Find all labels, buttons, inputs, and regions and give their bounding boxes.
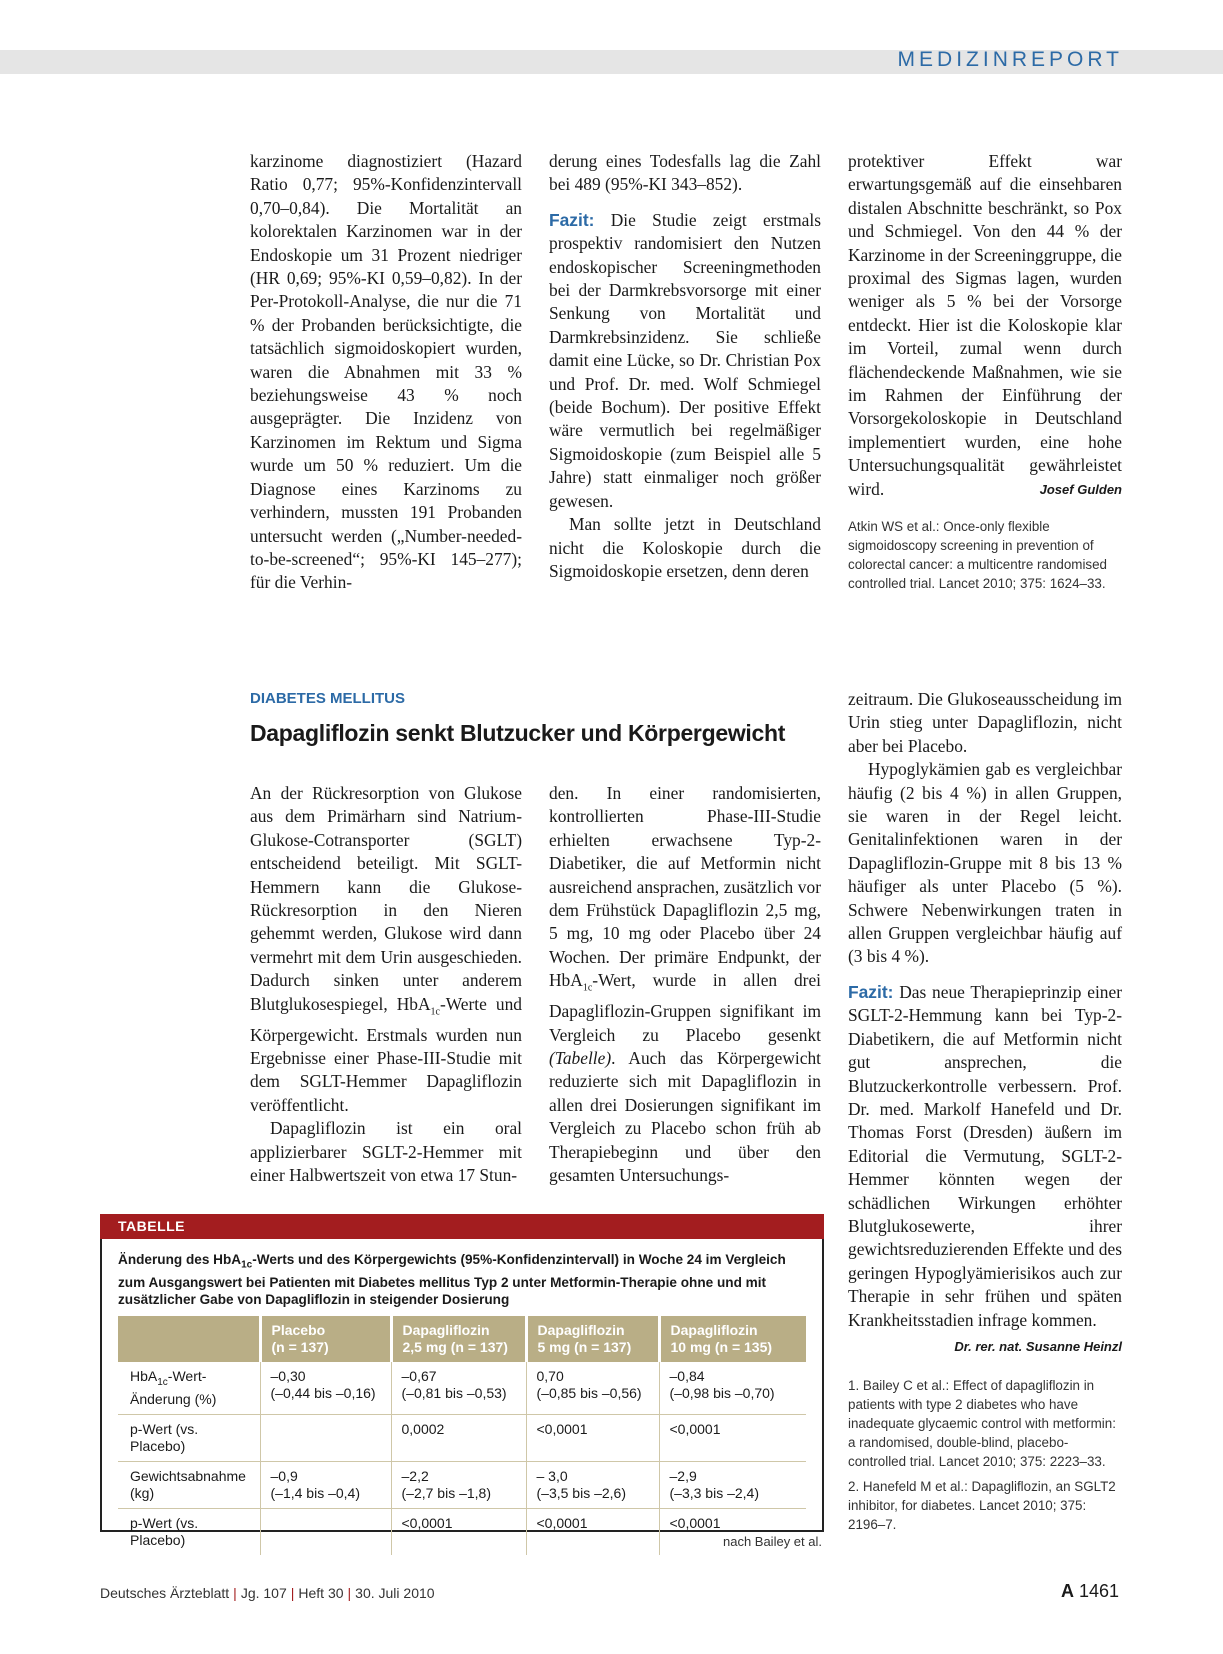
table-cell xyxy=(659,1461,806,1508)
cell-ci: (–2,7 bis –1,8) xyxy=(401,1484,491,1501)
separator: | xyxy=(347,1585,352,1601)
separator: | xyxy=(233,1585,237,1601)
article2-author-line xyxy=(848,1334,1122,1358)
subscript: 1c xyxy=(157,1376,168,1388)
table-caption-a: Änderung des HbA xyxy=(118,1252,242,1267)
cell-ci: (–3,3 bis –2,4) xyxy=(669,1484,759,1501)
table-header-cell xyxy=(659,1316,806,1362)
separator: | xyxy=(290,1585,295,1601)
cell-value: –0,67 xyxy=(401,1368,437,1384)
cell-ci: (–1,4 bis –0,4) xyxy=(270,1484,360,1501)
article2-col1-text-a: An der Rückresorption von Glukose aus dem Primärharn sind Natrium-Glukose-Cotransporter (SGLT) entscheidend beteiligt. Mit SGLT-Hemmern kann die Glukose-Rückresorption in den Nieren gehemmt werden, Glukose wird dann vermehrt mit dem Urin ausgeschieden. Dadurch sinken unter anderem Blutglukosespiegel, HbA xyxy=(250,783,522,1014)
cell-value: –0,30 xyxy=(270,1368,306,1384)
article2-column-3 xyxy=(848,688,1122,1534)
article1-column-2 xyxy=(549,150,821,583)
fazit-label: Fazit: xyxy=(848,981,894,1002)
cell-value: –2,9 xyxy=(669,1467,697,1484)
section-label: MEDIZINREPORT xyxy=(897,48,1123,71)
row-label: p-Wert (vs. Placebo) xyxy=(130,1514,199,1548)
table-header-row xyxy=(118,1316,806,1362)
table-cell: <0,0001 xyxy=(659,1414,806,1461)
row-label xyxy=(118,1461,260,1508)
subscript: 1c xyxy=(582,982,593,994)
article1-column-1 xyxy=(250,150,522,595)
article1-col2-para1: derung eines Todesfalls lag die Zahl bei 489 (95%-KI 343–852). xyxy=(549,151,821,195)
subscript: 1c xyxy=(430,1006,440,1018)
page-number-value: 1461 xyxy=(1078,1581,1119,1601)
table-cell: <0,0001 xyxy=(391,1508,526,1555)
article2-column-1 xyxy=(250,782,522,1187)
table-row xyxy=(118,1362,806,1414)
subscript: 1c xyxy=(241,1259,253,1271)
issue: Heft 30 xyxy=(298,1585,344,1601)
table-cell xyxy=(526,1461,659,1508)
article2-col3-para1: zeitraum. Die Glukoseausscheidung im Urin stieg unter Dapagliflozin, nicht aber bei Placebo. xyxy=(848,689,1122,756)
table-header-cell xyxy=(391,1316,526,1362)
cell-ci: (–0,81 bis –0,53) xyxy=(401,1385,507,1401)
column-n: 5 mg (n = 137) xyxy=(537,1339,632,1355)
table-source: nach Bailey et al. xyxy=(722,1534,822,1549)
table-cell xyxy=(526,1362,659,1414)
article2-col1-para2: Dapagliflozin ist ein oral applizierbarer SGLT-2-Hemmer mit einer Halbwertszeit von etwa 17 Stun- xyxy=(250,1118,522,1185)
row-label-a: HbA xyxy=(130,1368,158,1384)
fazit-label: Fazit: xyxy=(549,209,595,230)
volume: Jg. 107 xyxy=(240,1585,287,1601)
article2-col2-text-b: -Wert, wurde in allen drei Dapagliflozin-Gruppen signifikant im Vergleich zu Placebo gesenkt xyxy=(549,970,821,1045)
table-cell: <0,0001 xyxy=(659,1508,806,1555)
reference-item: 2. Hanefeld M et al.: Dapagliflozin, an SGLT2 inhibitor, for diabetes. Lancet 2010; 375: 2196–7. xyxy=(848,1479,1116,1533)
cell-value: –2,2 xyxy=(401,1467,429,1484)
table-cell xyxy=(391,1461,526,1508)
article2-column-2 xyxy=(549,782,821,1187)
column-n: 2,5 mg (n = 137) xyxy=(402,1339,508,1355)
column-n: (n = 137) xyxy=(271,1339,329,1355)
article2-fazit-text: Das neue Therapieprinzip einer SGLT-2-Hemmung kann bei Typ-2-Diabetikern, die auf Metformin nicht gut ansprechen, die Blutzuckerkontrolle verbessern. Prof. Dr. med. Markolf Hanefeld und Dr. Thomas Forst (Dresden) äußern im Editorial die Vermutung, SGLT-2-Hemmer könnten wegen der schädlichen Wirkungen erhöhter Blutglukosewerte, ihrer gewichtsreduzierenden Effekte und des geringen Hypoglyämierisikos auch zur Therapie in sehr frühen und späten Krankheitsstadien infrage kommen. xyxy=(848,981,1122,1330)
table-label: TABELLE xyxy=(118,1218,186,1234)
article2-author: Dr. rer. nat. Susanne Heinzl xyxy=(954,1338,1122,1354)
table-cell: <0,0001 xyxy=(526,1414,659,1461)
article2-col2-text-c: . Auch das Körpergewicht reduzierte sich mit Dapagliflozin in allen drei Dosierungen signifikant im Vergleich zu Placebo schon früh ab Therapiebeginn und über den gesamten Untersuchungs- xyxy=(549,1047,821,1185)
table-header-cell xyxy=(526,1316,659,1362)
table-cell xyxy=(260,1508,391,1555)
data-table xyxy=(118,1316,806,1555)
cell-value: – 3,0 xyxy=(536,1467,568,1484)
column-n: 10 mg (n = 135) xyxy=(670,1339,773,1355)
article2-kicker: DIABETES MELLITUS xyxy=(250,690,406,707)
footer xyxy=(100,1585,435,1601)
article1-reference: Atkin WS et al.: Once-only flexible sigmoidoscopy screening in prevention of colorectal cancer: a multicentre randomised controlled trial. Lancet 2010; 375: 1624–33. xyxy=(848,519,1108,592)
column-title: Dapagliflozin xyxy=(402,1322,490,1338)
cell-ci: (–0,44 bis –0,16) xyxy=(270,1385,376,1401)
table-row xyxy=(118,1414,806,1461)
article1-column-3 xyxy=(848,150,1122,593)
reference-item: 1. Bailey C et al.: Effect of dapagliflozin in patients with type 2 diabetes who have inadequate glycaemic control with metformin: a randomised, double-blind, placebo-controlled trial. Lancet 2010; 375: 2223–33. xyxy=(848,1378,1116,1470)
table-cell xyxy=(260,1362,391,1414)
table-caption-b: -Werts und des Körpergewichts (95%-Konfidenzintervall) in Woche 24 im Vergleich zum Ausgangswert bei Patienten mit Diabetes mellitus Typ 2 unter Metformin-Therapie ohne und mit zusätzlicher Gabe von Dapagliflozin in steigender Dosierung xyxy=(118,1252,786,1307)
cell-value: 0,70 xyxy=(536,1368,564,1384)
table-header-cell-empty xyxy=(118,1316,260,1362)
page-number xyxy=(1061,1581,1119,1602)
article1-fazit-paragraph xyxy=(549,209,821,513)
article2-col3-para2: Hypoglykämien gab es vergleichbar häufig (2 bis 4 %) in allen Gruppen, sie waren in der Regel leicht. Genitalinfektionen waren in der Dapagliflozin-Gruppe mit 8 bis 13 % häufiger als unter Placebo (5 %). Schwere Nebenwirkungen traten in allen Gruppen vergleichbar häufig auf (3 bis 4 %). xyxy=(848,759,1122,967)
table-cell xyxy=(659,1362,806,1414)
row-label-b: -Wert- xyxy=(167,1368,207,1384)
column-title: Dapagliflozin xyxy=(537,1322,625,1338)
cell-value: –0,84 xyxy=(669,1368,705,1384)
table-cell: 0,0002 xyxy=(391,1414,526,1461)
article2-references xyxy=(848,1376,1122,1534)
table-header-cell xyxy=(260,1316,391,1362)
cell-ci: (–0,98 bis –0,70) xyxy=(669,1385,775,1401)
article1-col1-text: karzinome diagnostiziert (Hazard Ratio 0,77; 95%-Konfidenzintervall 0,70–0,84). Die Mortalität an kolorektalen Karzinomen war in der Endoskopie um 31 Prozent niedriger (HR 0,69; 95%-KI 0,59–0,82). In der Per-Protokoll-Analyse, die nur die 71 % der Probanden berücksichtigte, die tatsächlich sigmoidoskopiert wurden, waren die Abnahmen mit 33 % beziehungsweise 43 % noch ausgeprägter. Die Inzidenz von Karzinomen im Rektum und Sigma wurde um 50 % reduziert. Um die Diagnose eines Karzinoms zu verhindern, mussten 191 Probanden untersucht werden („Number-needed-to-be-screened“; 95%-KI 145–277); für die Verhin- xyxy=(250,151,522,593)
article2-headline: Dapagliflozin senkt Blutzucker und Körpergewicht xyxy=(250,720,786,746)
row-label: p-Wert (vs. Placebo) xyxy=(118,1414,260,1461)
article1-col3-body: protektiver Effekt war erwartungsgemäß auf die einsehbaren distalen Abschnitte beschränkt, so Pox und Schmiegel. Von den 44 % der Karzinome in der Screeninggruppe, die proximal des Sigmas lagen, wurden weniger als 5 % bei der Vorsorge entdeckt. Hier ist die Koloskopie klar im Vorteil, zumal wenn durch flächendeckende Maßnahmen, wie sie im Rahmen der Einführung der Vorsorgekoloskopie in Deutschland implementiert wurden, eine hohe Untersuchungsqualität gewährleistet wird. xyxy=(848,151,1122,499)
column-title: Placebo xyxy=(271,1322,326,1338)
article2-col1-text-b: -Werte und Körpergewicht. Erstmals wurden nun Ergebnisse einer Phase-III-Studie mit dem SGLT-Hemmer Dapagliflozin veröffentlicht. xyxy=(250,993,522,1115)
table-cell xyxy=(391,1362,526,1414)
article2-col2-text-a: den. In einer randomisierten, kontrollierten Phase-III-Studie erhielten erwachsene Typ-2-Diabetiker, die auf Metformin nicht ausreichend ansprachen, zusätzlich vor dem Frühstück Dapagliflozin 2,5 mg, 5 mg, 10 mg oder Placebo über 24 Wochen. Der primäre Endpunkt, der HbA xyxy=(549,783,821,991)
table-reference: (Tabelle) xyxy=(549,1047,612,1068)
article1-author: Josef Gulden xyxy=(1039,481,1122,497)
journal-name: Deutsches Ärzteblatt xyxy=(100,1585,230,1601)
cell-ci: (–3,5 bis –2,6) xyxy=(536,1484,626,1501)
article2-col1-para1 xyxy=(250,782,522,1117)
row-label-line2: Änderung (%) xyxy=(130,1390,217,1407)
table-cell xyxy=(260,1414,391,1461)
table-caption xyxy=(118,1251,808,1308)
article2-col2-text xyxy=(549,782,821,1187)
row-label-a: Gewichtsabnahme xyxy=(130,1467,246,1484)
row-label-line2: (kg) xyxy=(130,1484,155,1501)
table-header-bar xyxy=(100,1214,824,1239)
cell-ci: (–0,85 bis –0,56) xyxy=(536,1385,642,1401)
table-cell: <0,0001 xyxy=(526,1508,659,1555)
cell-value: –0,9 xyxy=(270,1467,298,1484)
article1-fazit-text: Die Studie zeigt erstmals prospektiv randomisiert den Nutzen endoskopischer Screeningmethoden bei der Darmkrebsvorsorge mit einer Senkung von Mortalität und Darmkrebsinzidenz. Sie schließe damit eine Lücke, so Dr. Christian Pox und Prof. Dr. med. Wolf Schmiegel (beide Bochum). Der positive Effekt wäre vermutlich bei regelmäßiger Sigmoidoskopie (zum Beispiel alle 5 Jahre) statt einmaliger noch größer gewesen. xyxy=(549,209,821,511)
page-prefix: A xyxy=(1060,1581,1074,1601)
table-cell xyxy=(260,1461,391,1508)
article2-fazit-paragraph xyxy=(848,981,1122,1332)
table-row xyxy=(118,1461,806,1508)
article1-col2-para3: Man sollte jetzt in Deutschland nicht die Koloskopie durch die Sigmoidoskopie ersetzen, denn deren xyxy=(549,514,821,581)
column-title: Dapagliflozin xyxy=(670,1322,758,1338)
issue-date: 30. Juli 2010 xyxy=(355,1585,435,1601)
row-label xyxy=(118,1362,260,1414)
article1-col3-text xyxy=(848,150,1122,501)
